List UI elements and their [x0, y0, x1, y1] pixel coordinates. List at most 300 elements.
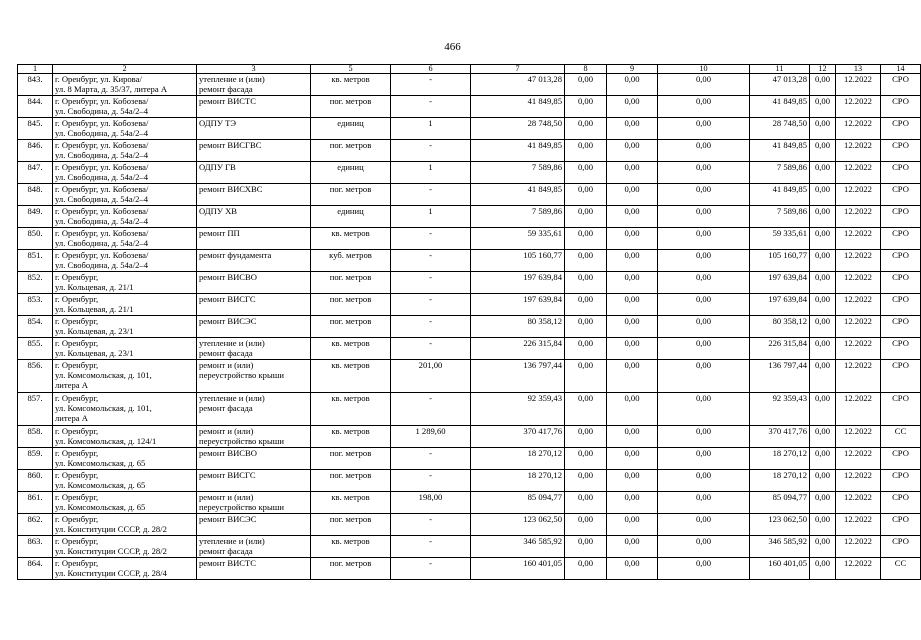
unit-cell: кв. метров — [311, 74, 391, 96]
cost-col12-cell: 0,00 — [810, 162, 836, 184]
unit-cell: единиц — [311, 162, 391, 184]
address-cell — [53, 393, 197, 426]
work-type-cell — [197, 448, 311, 470]
period-cell: 12.2022 — [836, 206, 881, 228]
work-type-cell — [197, 338, 311, 360]
table-row — [18, 492, 921, 514]
cost-col11-cell: 105 160,77 — [750, 250, 810, 272]
address-cell — [53, 294, 197, 316]
work-type-cell-line: ремонт фасада — [199, 403, 253, 414]
work-type-cell — [197, 558, 311, 580]
address-cell-line: ул. Кольцевая, д. 21/1 — [55, 282, 134, 293]
total-cost-cell: 18 270,12 — [471, 470, 565, 492]
cost-col8-cell: 0,00 — [565, 316, 607, 338]
address-cell — [53, 514, 197, 536]
cost-col11-cell: 41 849,85 — [750, 184, 810, 206]
method-cell: СРО — [881, 162, 921, 184]
work-type-cell — [197, 74, 311, 96]
method-cell: СРО — [881, 96, 921, 118]
quantity-cell: 1 — [391, 162, 471, 184]
table-row — [18, 338, 921, 360]
cost-col10-cell: 0,00 — [658, 140, 750, 162]
column-number: 14 — [881, 65, 921, 74]
cost-col12-cell: 0,00 — [810, 184, 836, 206]
cost-col10-cell: 0,00 — [658, 162, 750, 184]
column-number: 9 — [607, 65, 658, 74]
cost-col10-cell: 0,00 — [658, 536, 750, 558]
cost-col8-cell: 0,00 — [565, 96, 607, 118]
unit-cell: пог. метров — [311, 140, 391, 162]
cost-col10-cell: 0,00 — [658, 470, 750, 492]
cost-col9-cell: 0,00 — [607, 184, 658, 206]
row-number: 843. — [18, 74, 53, 96]
row-number: 854. — [18, 316, 53, 338]
method-cell: СРО — [881, 206, 921, 228]
cost-col12-cell: 0,00 — [810, 393, 836, 426]
cost-col9-cell: 0,00 — [607, 162, 658, 184]
address-cell-line: г. Оренбург, — [55, 272, 99, 282]
cost-col8-cell: 0,00 — [565, 250, 607, 272]
address-cell — [53, 536, 197, 558]
table-row — [18, 206, 921, 228]
method-cell: СРО — [881, 294, 921, 316]
unit-cell: единиц — [311, 206, 391, 228]
work-type-cell-line: ремонт фундамента — [199, 250, 272, 260]
address-cell-line: ул. Свободина, д. 54а/2–4 — [55, 216, 148, 227]
period-cell: 12.2022 — [836, 74, 881, 96]
cost-col8-cell: 0,00 — [565, 118, 607, 140]
quantity-cell: 201,00 — [391, 360, 471, 393]
cost-col12-cell: 0,00 — [810, 140, 836, 162]
cost-col11-cell: 370 417,76 — [750, 426, 810, 448]
cost-col12-cell: 0,00 — [810, 206, 836, 228]
table-row — [18, 393, 921, 426]
address-cell-line: г. Оренбург, — [55, 470, 99, 480]
table-row — [18, 558, 921, 580]
method-cell: СРО — [881, 228, 921, 250]
address-cell — [53, 338, 197, 360]
address-cell-line: ул. Кольцевая, д. 21/1 — [55, 304, 134, 315]
method-cell: СРО — [881, 492, 921, 514]
work-type-cell — [197, 228, 311, 250]
table-row — [18, 426, 921, 448]
quantity-cell: - — [391, 514, 471, 536]
column-number: 12 — [810, 65, 836, 74]
address-cell-line: ул. Свободина, д. 54а/2–4 — [55, 238, 148, 249]
cost-col11-cell: 160 401,05 — [750, 558, 810, 580]
table-row — [18, 514, 921, 536]
address-cell-line: г. Оренбург, ул. Кобозева/ — [55, 228, 149, 238]
row-number: 846. — [18, 140, 53, 162]
period-cell: 12.2022 — [836, 558, 881, 580]
cost-col11-cell: 59 335,61 — [750, 228, 810, 250]
cost-col12-cell: 0,00 — [810, 74, 836, 96]
address-cell — [53, 448, 197, 470]
work-type-cell-line: утепление и (или) — [199, 393, 265, 403]
cost-col11-cell: 41 849,85 — [750, 96, 810, 118]
cost-col8-cell: 0,00 — [565, 393, 607, 426]
address-cell-line: г. Оренбург, ул. Кобозева/ — [55, 184, 149, 194]
cost-col10-cell: 0,00 — [658, 393, 750, 426]
work-type-cell-line: ОДПУ ТЭ — [199, 118, 237, 128]
cost-col11-cell: 123 062,50 — [750, 514, 810, 536]
quantity-cell: - — [391, 228, 471, 250]
work-type-cell-line: ремонт фасада — [199, 546, 253, 557]
work-type-cell-line: переустройство крыши — [199, 370, 284, 381]
total-cost-cell: 197 639,84 — [471, 294, 565, 316]
cost-col11-cell: 197 639,84 — [750, 272, 810, 294]
address-cell-line: г. Оренбург, — [55, 294, 99, 304]
quantity-cell: - — [391, 393, 471, 426]
cost-col11-cell: 7 589,86 — [750, 206, 810, 228]
cost-col9-cell: 0,00 — [607, 426, 658, 448]
cost-col8-cell: 0,00 — [565, 294, 607, 316]
address-cell-line: г. Оренбург, ул. Кобозева/ — [55, 162, 149, 172]
work-type-cell — [197, 140, 311, 162]
table-row — [18, 140, 921, 162]
cost-col9-cell: 0,00 — [607, 470, 658, 492]
method-cell: СС — [881, 558, 921, 580]
cost-col8-cell: 0,00 — [565, 448, 607, 470]
cost-col11-cell: 85 094,77 — [750, 492, 810, 514]
cost-col8-cell: 0,00 — [565, 426, 607, 448]
method-cell: СРО — [881, 393, 921, 426]
unit-cell: пог. метров — [311, 514, 391, 536]
quantity-cell: 1 — [391, 206, 471, 228]
cost-col8-cell: 0,00 — [565, 492, 607, 514]
address-cell — [53, 426, 197, 448]
work-type-cell-line: ремонт фасада — [199, 348, 253, 359]
address-cell-line: ул. Комсомольская, д. 101, — [55, 403, 152, 414]
cost-col10-cell: 0,00 — [658, 338, 750, 360]
work-type-cell-line: ремонт и (или) — [199, 492, 254, 502]
unit-cell: пог. метров — [311, 96, 391, 118]
address-cell-line: ул. Комсомольская, д. 65 — [55, 458, 146, 469]
address-cell — [53, 74, 197, 96]
page-number: 466 — [444, 41, 461, 53]
cost-col9-cell: 0,00 — [607, 360, 658, 393]
address-cell — [53, 558, 197, 580]
total-cost-cell: 47 013,28 — [471, 74, 565, 96]
period-cell: 12.2022 — [836, 426, 881, 448]
unit-cell: пог. метров — [311, 272, 391, 294]
address-cell-line: ул. Конституции СССР, д. 28/4 — [55, 568, 167, 579]
period-cell: 12.2022 — [836, 140, 881, 162]
cost-col8-cell: 0,00 — [565, 536, 607, 558]
column-number: 5 — [311, 65, 391, 74]
address-cell-line: г. Оренбург, — [55, 558, 99, 568]
cost-col12-cell: 0,00 — [810, 514, 836, 536]
method-cell: СРО — [881, 184, 921, 206]
cost-col8-cell: 0,00 — [565, 272, 607, 294]
unit-cell: пог. метров — [311, 316, 391, 338]
cost-col8-cell: 0,00 — [565, 162, 607, 184]
cost-col10-cell: 0,00 — [658, 118, 750, 140]
unit-cell: кв. метров — [311, 393, 391, 426]
cost-col12-cell: 0,00 — [810, 338, 836, 360]
quantity-cell: - — [391, 184, 471, 206]
work-type-cell — [197, 250, 311, 272]
work-type-cell — [197, 162, 311, 184]
unit-cell: кв. метров — [311, 360, 391, 393]
work-type-cell-line: ремонт ВИСВО — [199, 448, 257, 458]
table-row — [18, 96, 921, 118]
quantity-cell: - — [391, 338, 471, 360]
address-cell — [53, 184, 197, 206]
method-cell: СРО — [881, 140, 921, 162]
address-cell-line: ул. Комсомольская, д. 124/1 — [55, 436, 157, 447]
total-cost-cell: 370 417,76 — [471, 426, 565, 448]
address-cell-line: г. Оренбург, — [55, 360, 99, 370]
address-cell-line: г. Оренбург, ул. Кобозева/ — [55, 96, 149, 106]
address-cell-line: ул. Комсомольская, д. 101, — [55, 370, 152, 381]
address-cell — [53, 96, 197, 118]
cost-col8-cell: 0,00 — [565, 558, 607, 580]
column-number: 11 — [750, 65, 810, 74]
total-cost-cell: 85 094,77 — [471, 492, 565, 514]
quantity-cell: - — [391, 250, 471, 272]
period-cell: 12.2022 — [836, 338, 881, 360]
cost-col9-cell: 0,00 — [607, 140, 658, 162]
address-cell-line: г. Оренбург, — [55, 393, 99, 403]
method-cell: СРО — [881, 250, 921, 272]
address-cell-line: г. Оренбург, ул. Кирова/ — [55, 74, 142, 84]
work-type-cell — [197, 272, 311, 294]
cost-col9-cell: 0,00 — [607, 206, 658, 228]
period-cell: 12.2022 — [836, 360, 881, 393]
cost-col11-cell: 226 315,84 — [750, 338, 810, 360]
total-cost-cell: 41 849,85 — [471, 184, 565, 206]
method-cell: СРО — [881, 360, 921, 393]
quantity-cell: - — [391, 470, 471, 492]
cost-col9-cell: 0,00 — [607, 250, 658, 272]
address-cell-line: ул. Комсомольская, д. 65 — [55, 502, 146, 513]
cost-col12-cell: 0,00 — [810, 250, 836, 272]
method-cell: СРО — [881, 74, 921, 96]
cost-col9-cell: 0,00 — [607, 228, 658, 250]
cost-col12-cell: 0,00 — [810, 316, 836, 338]
work-type-cell-line: ремонт ВИСЭС — [199, 514, 257, 524]
row-number: 848. — [18, 184, 53, 206]
cost-col12-cell: 0,00 — [810, 558, 836, 580]
table-row — [18, 294, 921, 316]
cost-col12-cell: 0,00 — [810, 448, 836, 470]
total-cost-cell: 346 585,92 — [471, 536, 565, 558]
cost-col11-cell: 28 748,50 — [750, 118, 810, 140]
period-cell: 12.2022 — [836, 272, 881, 294]
work-type-cell-line: ремонт ВИСТС — [199, 558, 257, 568]
method-cell: СРО — [881, 470, 921, 492]
work-type-cell-line: ремонт фасада — [199, 84, 253, 95]
cost-col10-cell: 0,00 — [658, 294, 750, 316]
work-type-cell-line: ремонт ВИСТС — [199, 96, 257, 106]
quantity-cell: 1 — [391, 118, 471, 140]
address-cell — [53, 250, 197, 272]
cost-col8-cell: 0,00 — [565, 206, 607, 228]
total-cost-cell: 105 160,77 — [471, 250, 565, 272]
cost-col11-cell: 18 270,12 — [750, 448, 810, 470]
address-cell-line: г. Оренбург, — [55, 426, 99, 436]
cost-col9-cell: 0,00 — [607, 294, 658, 316]
cost-col10-cell: 0,00 — [658, 250, 750, 272]
address-cell — [53, 228, 197, 250]
address-cell-line: ул. Свободина, д. 54а/2–4 — [55, 172, 148, 183]
work-type-cell-line: утепление и (или) — [199, 74, 265, 84]
method-cell: СРО — [881, 118, 921, 140]
cost-col10-cell: 0,00 — [658, 558, 750, 580]
address-cell-line: г. Оренбург, ул. Кобозева/ — [55, 118, 149, 128]
method-cell: СРО — [881, 316, 921, 338]
work-type-cell-line: ремонт ПП — [199, 228, 240, 238]
cost-col8-cell: 0,00 — [565, 514, 607, 536]
row-number: 852. — [18, 272, 53, 294]
period-cell: 12.2022 — [836, 96, 881, 118]
cost-col9-cell: 0,00 — [607, 558, 658, 580]
period-cell: 12.2022 — [836, 514, 881, 536]
address-cell-line: ул. 8 Марта, д. 35/37, литера А — [55, 84, 168, 95]
cost-col12-cell: 0,00 — [810, 536, 836, 558]
cost-col12-cell: 0,00 — [810, 294, 836, 316]
quantity-cell: - — [391, 272, 471, 294]
total-cost-cell: 18 270,12 — [471, 448, 565, 470]
period-cell: 12.2022 — [836, 470, 881, 492]
cost-col11-cell: 41 849,85 — [750, 140, 810, 162]
cost-col12-cell: 0,00 — [810, 492, 836, 514]
cost-col9-cell: 0,00 — [607, 74, 658, 96]
row-number: 849. — [18, 206, 53, 228]
row-number: 857. — [18, 393, 53, 426]
address-cell-line: ул. Кольцевая, д. 23/1 — [55, 348, 134, 359]
table-body — [18, 65, 921, 580]
row-number: 845. — [18, 118, 53, 140]
address-cell-line: ул. Свободина, д. 54а/2–4 — [55, 194, 148, 205]
cost-col8-cell: 0,00 — [565, 184, 607, 206]
row-number: 844. — [18, 96, 53, 118]
work-type-cell — [197, 294, 311, 316]
method-cell: СРО — [881, 272, 921, 294]
address-cell-line: г. Оренбург, — [55, 338, 99, 348]
work-type-cell — [197, 96, 311, 118]
quantity-cell: 1 289,60 — [391, 426, 471, 448]
work-type-cell — [197, 316, 311, 338]
method-cell: СРО — [881, 536, 921, 558]
quantity-cell: - — [391, 96, 471, 118]
cost-col8-cell: 0,00 — [565, 140, 607, 162]
quantity-cell: - — [391, 140, 471, 162]
row-number: 855. — [18, 338, 53, 360]
total-cost-cell: 197 639,84 — [471, 272, 565, 294]
table-row — [18, 470, 921, 492]
cost-col9-cell: 0,00 — [607, 118, 658, 140]
cost-col11-cell: 346 585,92 — [750, 536, 810, 558]
work-type-cell-line: ремонт ВИСЭС — [199, 316, 257, 326]
period-cell: 12.2022 — [836, 294, 881, 316]
cost-col10-cell: 0,00 — [658, 74, 750, 96]
table-row — [18, 162, 921, 184]
address-cell-line: ул. Свободина, д. 54а/2–4 — [55, 150, 148, 161]
unit-cell: единиц — [311, 118, 391, 140]
work-type-cell-line: ремонт ВИСВО — [199, 272, 257, 282]
unit-cell: пог. метров — [311, 448, 391, 470]
cost-col11-cell: 47 013,28 — [750, 74, 810, 96]
address-cell-line: г. Оренбург, — [55, 316, 99, 326]
work-type-cell — [197, 360, 311, 393]
total-cost-cell: 92 359,43 — [471, 393, 565, 426]
cost-col12-cell: 0,00 — [810, 272, 836, 294]
work-type-cell-line: ремонт и (или) — [199, 360, 254, 370]
total-cost-cell: 7 589,86 — [471, 206, 565, 228]
period-cell: 12.2022 — [836, 184, 881, 206]
unit-cell: куб. метров — [311, 250, 391, 272]
table-row — [18, 448, 921, 470]
row-number: 860. — [18, 470, 53, 492]
work-type-cell — [197, 206, 311, 228]
work-type-cell — [197, 184, 311, 206]
cost-col12-cell: 0,00 — [810, 228, 836, 250]
total-cost-cell: 41 849,85 — [471, 140, 565, 162]
cost-col12-cell: 0,00 — [810, 426, 836, 448]
column-number: 3 — [197, 65, 311, 74]
work-type-cell-line: утепление и (или) — [199, 536, 265, 546]
cost-col11-cell: 92 359,43 — [750, 393, 810, 426]
address-cell-line: г. Оренбург, — [55, 514, 99, 524]
unit-cell: кв. метров — [311, 426, 391, 448]
cost-col10-cell: 0,00 — [658, 184, 750, 206]
table-row — [18, 74, 921, 96]
quantity-cell: - — [391, 74, 471, 96]
address-cell-line: ул. Кольцевая, д. 23/1 — [55, 326, 134, 337]
total-cost-cell: 123 062,50 — [471, 514, 565, 536]
address-cell-line: ул. Свободина, д. 54а/2–4 — [55, 260, 148, 271]
cost-col9-cell: 0,00 — [607, 536, 658, 558]
cost-col10-cell: 0,00 — [658, 206, 750, 228]
table-row — [18, 250, 921, 272]
total-cost-cell: 136 797,44 — [471, 360, 565, 393]
address-cell — [53, 360, 197, 393]
row-number: 850. — [18, 228, 53, 250]
address-cell-line: г. Оренбург, ул. Кобозева/ — [55, 140, 149, 150]
row-number: 862. — [18, 514, 53, 536]
quantity-cell: - — [391, 316, 471, 338]
table-row — [18, 316, 921, 338]
cost-col8-cell: 0,00 — [565, 470, 607, 492]
column-number: 10 — [658, 65, 750, 74]
address-cell — [53, 470, 197, 492]
address-cell-line: ул. Конституции СССР, д. 28/2 — [55, 524, 167, 535]
address-cell — [53, 118, 197, 140]
address-cell — [53, 272, 197, 294]
work-type-cell — [197, 426, 311, 448]
work-type-cell-line: переустройство крыши — [199, 436, 284, 447]
cost-col12-cell: 0,00 — [810, 360, 836, 393]
method-cell: СС — [881, 426, 921, 448]
cost-col10-cell: 0,00 — [658, 272, 750, 294]
unit-cell: пог. метров — [311, 294, 391, 316]
address-cell — [53, 206, 197, 228]
cost-col8-cell: 0,00 — [565, 360, 607, 393]
unit-cell: кв. метров — [311, 536, 391, 558]
cost-col9-cell: 0,00 — [607, 514, 658, 536]
row-number: 851. — [18, 250, 53, 272]
work-type-cell — [197, 470, 311, 492]
period-cell: 12.2022 — [836, 492, 881, 514]
cost-col8-cell: 0,00 — [565, 228, 607, 250]
work-type-cell-line: ремонт ВИСГС — [199, 470, 256, 480]
table-row — [18, 118, 921, 140]
address-cell-line: ул. Свободина, д. 54а/2–4 — [55, 106, 148, 117]
cost-col9-cell: 0,00 — [607, 272, 658, 294]
quantity-cell: - — [391, 294, 471, 316]
